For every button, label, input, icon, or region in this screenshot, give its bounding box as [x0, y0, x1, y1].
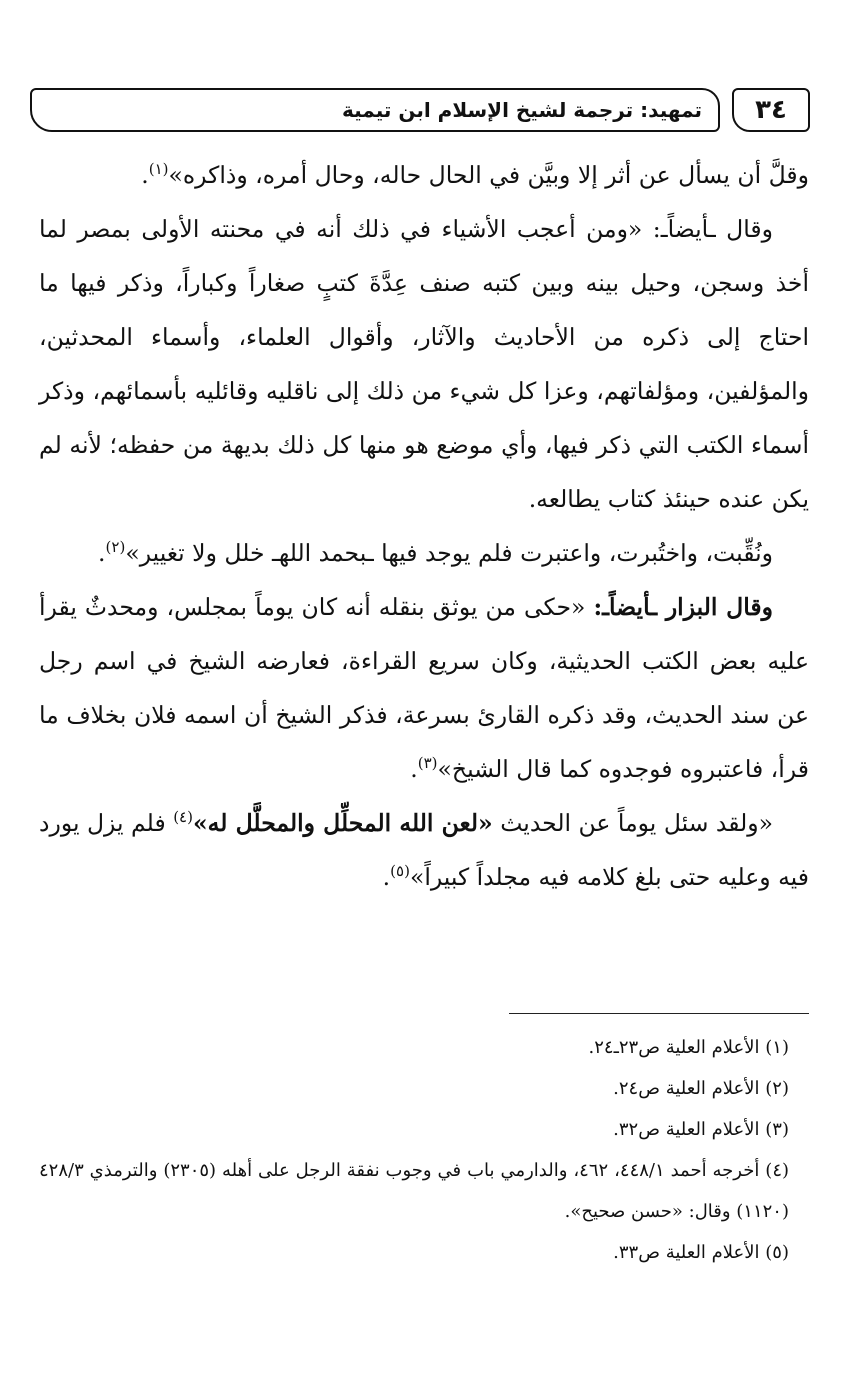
footnote-ref-5: (٥) — [390, 862, 410, 881]
footnotes — [39, 1027, 809, 1273]
paragraph-2 — [39, 202, 809, 526]
paragraph-4-text: «حكى من يوثق بنقله أنه كان يوماً بمجلس، ومحدثٌ يقرأ عليه بعض الكتب الحديثية، وكان سريع القراءة، فعارضه الشيخ في اسم رجل عن سند الحديث، وقد ذكره القارئ بسرعة، فذكر الشيخ أن اسمه فلان بخلاف ما قرأ، فاعتبروه فوجدوه كما قال الشيخ» — [39, 593, 809, 783]
paragraph-3-end: . — [98, 539, 106, 567]
paragraph-5-end: . — [382, 863, 391, 891]
footnote-2: (٢) الأعلام العلية ص٢٤. — [613, 1078, 789, 1099]
paragraph-2-text: وقال ـأيضاًـ: «ومن أعجب الأشياء في ذلك أنه في محنته الأولى بمصر لما أخذ وسجن، وحيل بينه وبين كتبه صنف عِدَّةَ كتبٍ صغاراً وكباراً، وذكر فيها ما احتاج إلى ذكره من الأحاديث والآثار، وأقوال العلماء، وأسماء المحدثين، والمؤلفين، ومؤلفاتهم، وعزا كل شيء من ذلك إلى ناقليه وقائليه بأسمائهم، وذكر أسماء الكتب التي ذكر فيها، وأي موضع هو منها كل ذلك بديهة من حفظه؛ لأنه لم يكن عنده حينئذ كتاب يطالعه. — [39, 215, 809, 513]
paragraph-1 — [39, 148, 809, 202]
footnote-ref-3: (٣) — [417, 754, 438, 773]
running-header — [30, 88, 810, 134]
footnote-4: (٤) أخرجه أحمد ٤٤٨/١، ٤٦٢، والدارمي باب في وجوب نفقة الرجل على أهله (٢٣٠٥) والترمذي ٤٢٨/٣ (١١٢٠) وقال: «حسن صحيح». — [39, 1160, 790, 1222]
paragraph-3 — [39, 526, 809, 580]
paragraph-1-text: وقلَّ أن يسأل عن أثر إلا وبيَّن في الحال حاله، وحال أمره، وذاكره» — [168, 161, 809, 189]
footnote-3: (٣) الأعلام العلية ص٣٢. — [613, 1119, 789, 1140]
paragraph-3-text: ونُقِّبت، واختُبرت، واعتبرت فلم يوجد فيها ـبحمد اللهـ خلل ولا تغيير» — [125, 539, 773, 567]
footnote-1: (١) الأعلام العلية ص٢٣ـ٢٤. — [588, 1037, 789, 1058]
header-title: تمهيد: ترجمة لشيخ الإسلام ابن تيمية — [342, 98, 702, 122]
paragraph-4-end: . — [410, 755, 418, 783]
footnote-ref-2: (٢) — [105, 538, 126, 557]
footnote-ref-1: (١) — [148, 160, 169, 179]
footnote-separator — [509, 1013, 809, 1014]
paragraph-5 — [39, 796, 809, 904]
paragraph-5-text: فلم يزل يورد فيه وعليه حتى بلغ كلامه فيه مجلداً كبيراً» — [39, 809, 809, 891]
paragraph-4-lead: وقال البزار ـأيضاًـ: — [593, 593, 773, 621]
hadith-quote: «لعن الله المحلِّل والمحلَّل له» — [192, 809, 493, 837]
main-text — [39, 148, 809, 904]
paragraph-4 — [39, 580, 809, 796]
paragraph-5-start: «ولقد سئل يوماً عن الحديث — [492, 809, 773, 837]
header-title-box — [30, 88, 720, 132]
page-number: ٣٤ — [755, 95, 787, 125]
footnote-5: (٥) الأعلام العلية ص٣٣. — [613, 1242, 789, 1263]
paragraph-1-end: . — [141, 161, 149, 189]
page-number-box — [732, 88, 810, 132]
footnote-ref-4: (٤) — [173, 808, 193, 827]
